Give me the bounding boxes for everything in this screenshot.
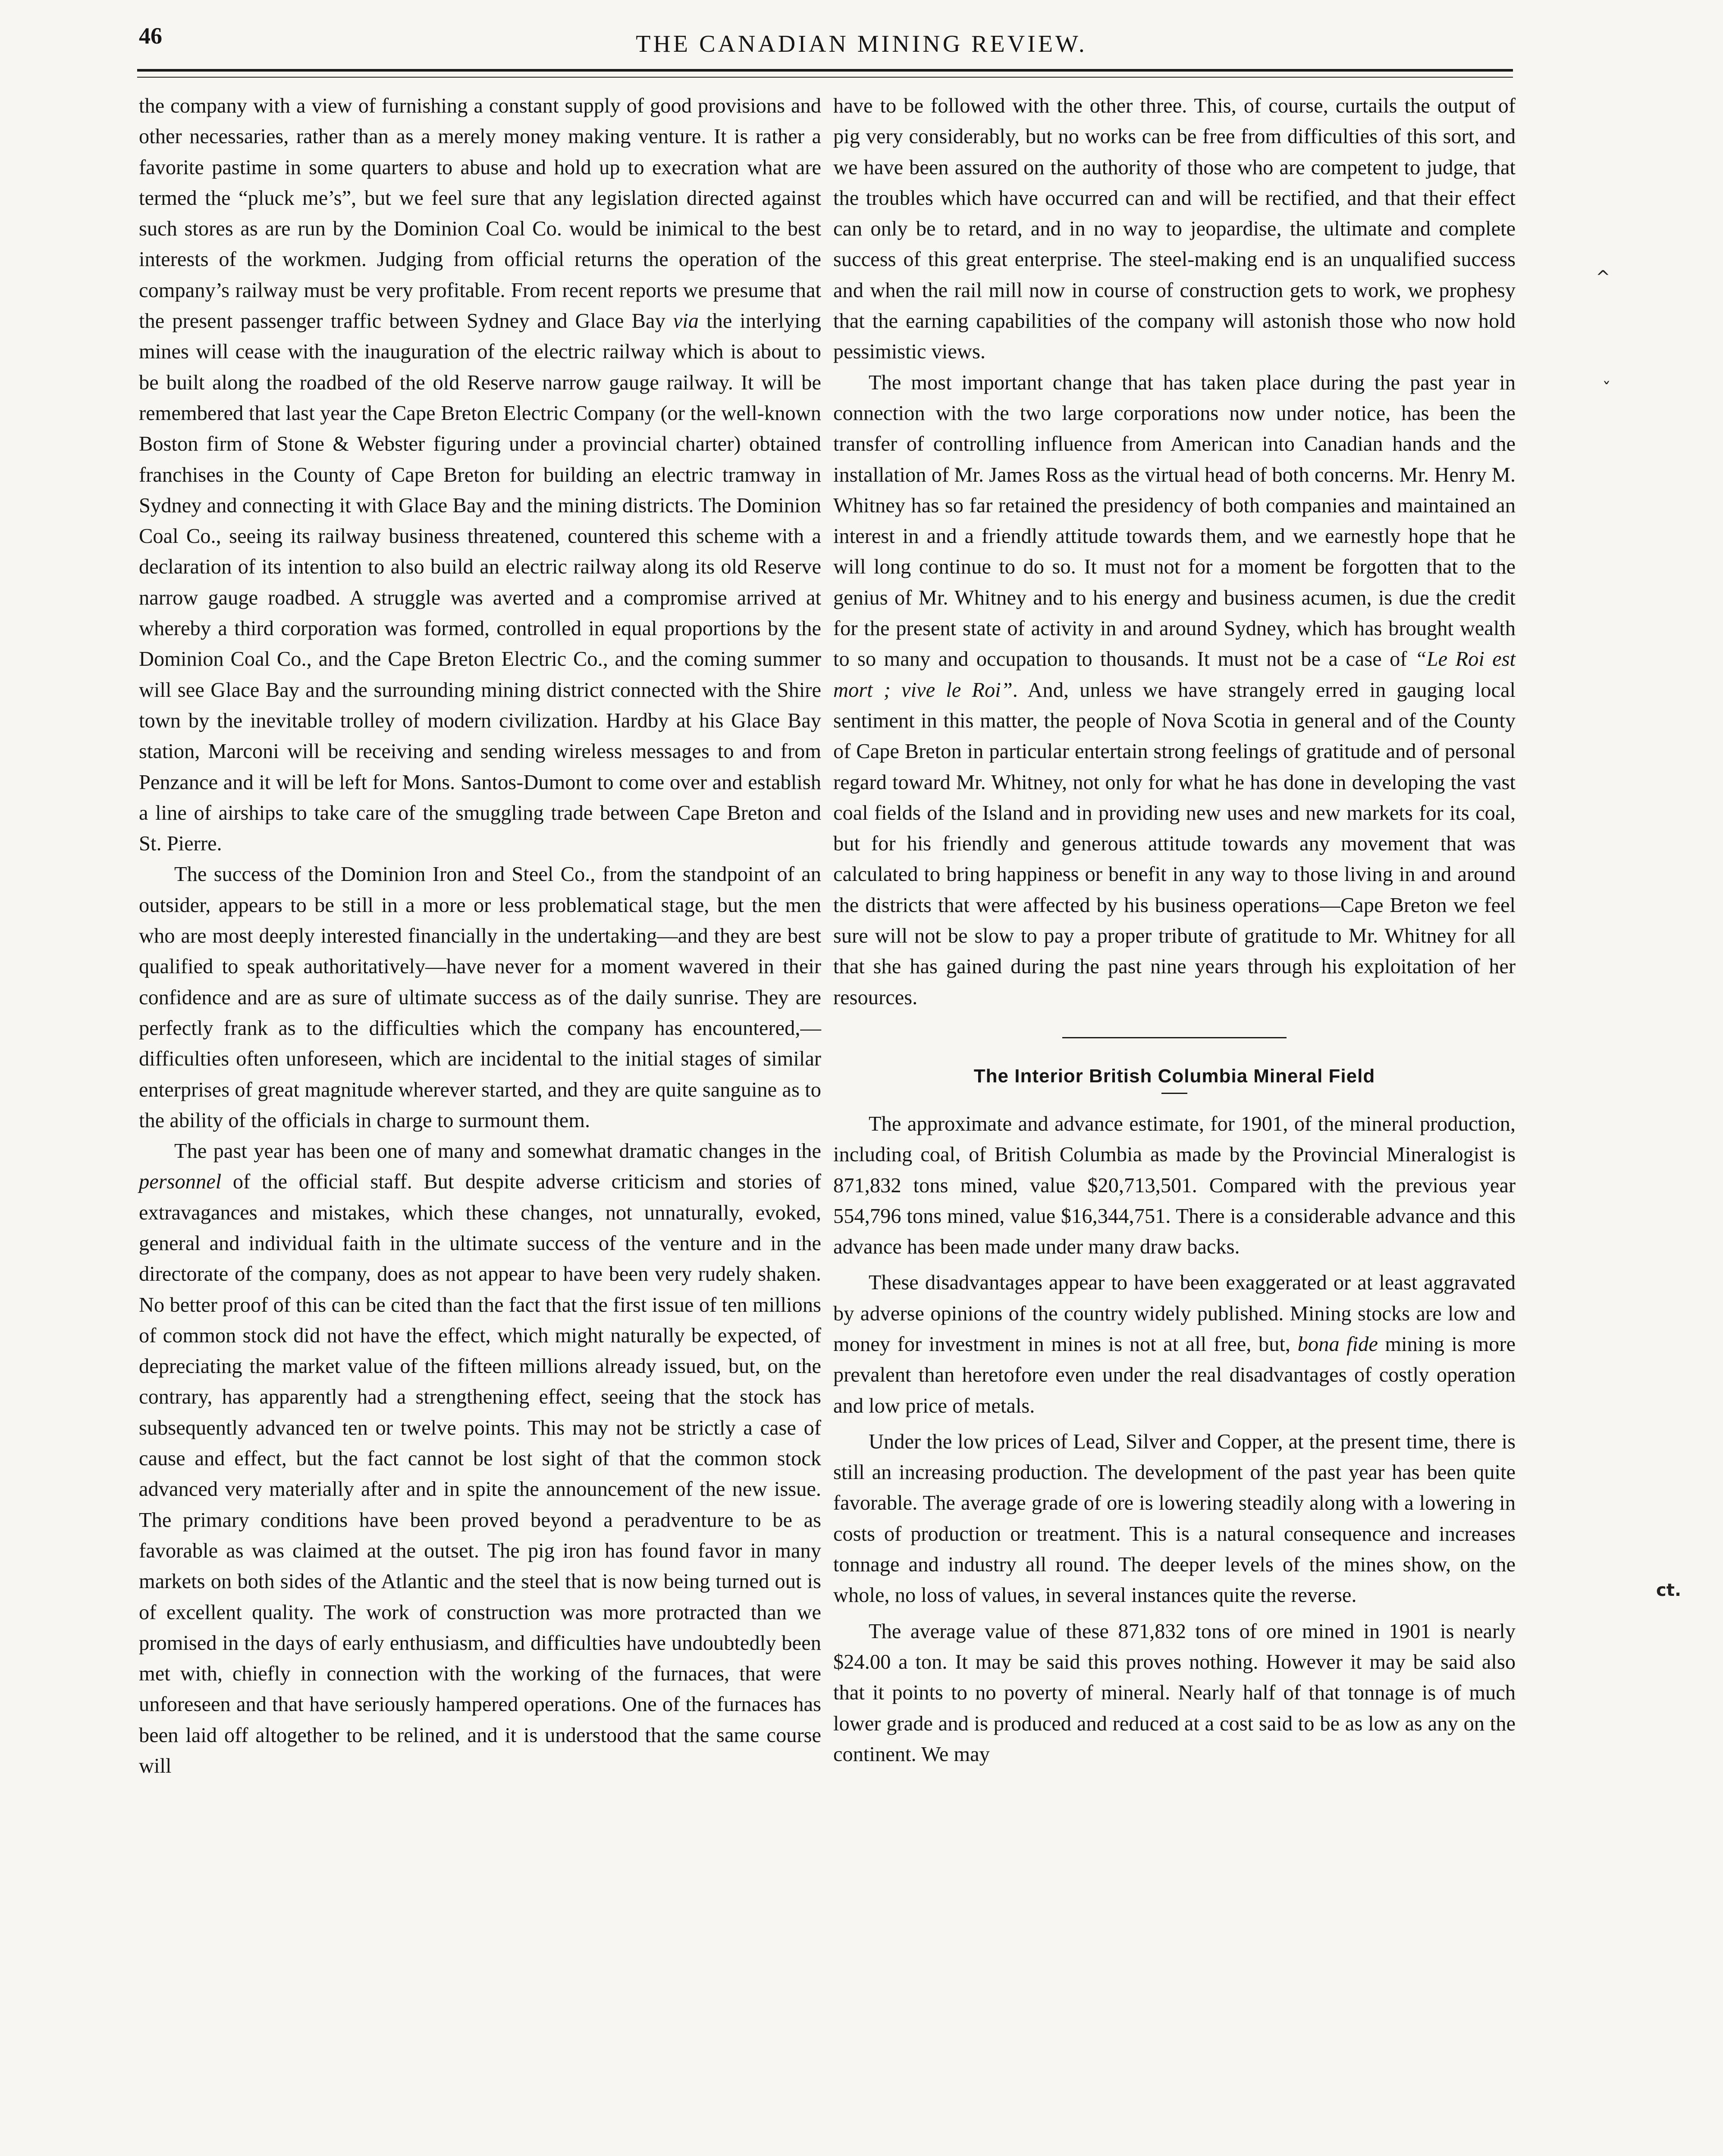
margin-caret-mark: ^ — [1596, 267, 1610, 287]
right-paragraph-4: These disadvantages appear to have been exaggerated or at least aggravated by adverse opinions of the country widely published. Mining stocks are low and money for investment in mines is not at all free, but, bona fide mining is more prevalent than heretofore even under the real disadvantages of costly operation and low price of metals. — [833, 1271, 1516, 1417]
page-number: 46 — [139, 23, 162, 49]
title-dash — [1161, 1093, 1187, 1094]
right-paragraph-1: have to be followed with the other three. This, of course, curtails the output of pig very considerably, but no works can be free from difficulties of this sort, and we have been assured on the authority of those who are competent to judge, that the troubles which have occurred can and will be rectified, and that their effect can only be to retard, and in no way to jeopardise, the ultimate and complete success of this great enterprise. The steel-making end is an unqualified success and when the rail mill now in course of construction gets to work, we prophesy that the earning capabilities of the company will astonish those who now hold pessimistic views. — [833, 94, 1516, 364]
left-column — [139, 91, 821, 1781]
section-title: The Interior British Columbia Mineral Field — [973, 1065, 1375, 1087]
right-paragraph-2: The most important change that has taken place during the past year in connection with the two large corporations now under notice, has been the transfer of controlling influence from American into Canadian hands and the installation of Mr. James Ross as the virtual head of both concerns. Mr. Henry M. Whitney has so far retained the presidency of both companies and maintained an interest in and a friendly attitude towards them, and we earnestly hope that he will long continue to do so. It must not for a moment be forgotten that to the genius of Mr. Whitney and to his energy and business acumen, is due the credit for the present state of activity in and around Sydney, which has brought wealth to so many and occupation to thousands. It must not be a case of “Le Roi est mort ; vive le Roi”. And, unless we have strangely erred in gauging local sentiment in this matter, the people of Nova Scotia in general and of the County of Cape Breton in particular entertain strong feelings of gratitude and of personal regard toward Mr. Whitney, not only for what he has done in developing the vast coal fields of the Island and in providing new uses and new markets for its coal, but for his friendly and generous attitude towards any movement that was calculated to bring happiness or benefit in any way to those living in and around the districts that were affected by his business operations—Cape Breton we feel sure will not be slow to pay a proper tribute of gratitude to Mr. Whitney for all that she has gained during the past nine years through his exploitation of her resources. — [833, 371, 1516, 1009]
right-paragraph-6: The average value of these 871,832 tons of ore mined in 1901 is nearly $24.00 a ton. It may be said this proves nothing. However it may be said also that it points to no poverty of mineral. Nearly half of that tonnage is of much lower grade and is produced and reduced at a cost said to be as low as any on the continent. We may — [833, 1620, 1516, 1766]
right-paragraph-5: Under the low prices of Lead, Silver and Copper, at the present time, there is still an increasing production. The development of the past year has been quite favorable. The average grade of ore is lowering steadily along with a lowering in costs of production or treatment. This is a natural consequence and increases tonnage and industry all round. The deeper levels of the mines show, on the whole, no loss of values, in several instances quite the reverse. — [833, 1430, 1516, 1607]
margin-blot-mark: ct. — [1656, 1580, 1682, 1600]
right-column — [833, 91, 1516, 1770]
right-paragraph-3: The approximate and advance estimate, for 1901, of the mineral production, including coal, of British Columbia as made by the Provincial Mineralogist is 871,832 tons mined, value $20,713,501. Compared with the previous year 554,796 tons mined, value $16,344,751. There is a considerable advance and this advance has been made under many draw backs. — [833, 1112, 1516, 1259]
left-paragraph-2: The success of the Dominion Iron and Steel Co., from the standpoint of an outsider, appears to be still in a more or less problematical stage, but the men who are most deeply interested financially in the undertaking—and they are best qualified to speak authoritatively—have never for a moment wavered in their confidence and are as sure of ultimate success as of the daily sunrise. They are perfectly frank as to the difficulties which the company has encountered,—difficulties often unforeseen, which are incidental to the initial stages of similar enterprises of great magnitude wherever started, and they are quite sanguine as to the ability of the officials in charge to surmount them. — [139, 863, 821, 1132]
running-title: THE CANADIAN MINING REVIEW. — [636, 31, 1087, 57]
margin-tick-mark: ˇ — [1602, 379, 1611, 399]
header-rule-thick — [137, 69, 1513, 72]
header-rule-thin — [137, 77, 1513, 78]
left-paragraph-3: The past year has been one of many and somewhat dramatic changes in the personnel of the official staff. But despite adverse criticism and stories of extravagances and mistakes, which these changes, not unnaturally, evoked, general and individual faith in the ultimate success of the venture and in the directorate of the company, does as not appear to have been very rudely shaken. No better proof of this can be cited than the fact that the first issue of ten millions of common stock did not have the effect, which might naturally be expected, of depreciating the market value of the fifteen millions already issued, but, on the contrary, has apparently had a strengthening effect, seeing that the stock has subsequently advanced ten or twelve points. This may not be strictly a case of cause and effect, but the fact cannot be lost sight of that the common stock advanced very materially after and in spite the announcement of the new issue. The primary conditions have been proved beyond a peradventure to be as favorable as was claimed at the outset. The pig iron has found favor in many markets on both sides of the Atlantic and the steel that is now being turned out is of excellent quality. The work of construction was more protracted than we promised in the days of early enthusiasm, and difficulties have undoubtedly been met with, chiefly in connection with the working of the furnaces, that were unforeseen and that have seriously hampered operations. One of the furnaces has been laid off altogether to be relined, and it is understood that the same course will — [139, 1140, 821, 1778]
section-divider — [1062, 1037, 1287, 1038]
left-paragraph-1: the company with a view of furnishing a constant supply of good provisions and other necessaries, rather than as a merely money making venture. It is rather a favorite pastime in some quarters to abuse and hold up to execration what are termed the “pluck me’s”, but we feel sure that any legislation directed against such stores as are run by the Dominion Coal Co. would be inimical to the best interests of the workmen. Judging from official returns the operation of the company’s railway must be very profitable. From recent reports we presume that the present passenger traffic between Sydney and Glace Bay via the interlying mines will cease with the inauguration of the electric railway which is about to be built along the roadbed of the old Reserve narrow gauge railway. It will be remembered that last year the Cape Breton Electric Company (or the well-known Boston firm of Stone & Webster figuring under a provincial charter) obtained franchises in the County of Cape Breton for building an electric tramway in Sydney and connecting it with Glace Bay and the mining districts. The Dominion Coal Co., seeing its railway business threatened, countered this scheme with a declaration of its intention to also build an electric railway along its old Reserve narrow gauge roadbed. A struggle was averted and a compromise arrived at whereby a third corporation was formed, controlled in equal proportions by the Dominion Coal Co., and the Cape Breton Electric Co., and the coming summer will see Glace Bay and the surrounding mining district connected with the Shire town by the inevitable trolley of modern civilization. Hardby at his Glace Bay station, Marconi will be receiving and sending wireless messages to and from Penzance and it will be left for Mons. Santos-Dumont to come over and establish a line of airships to take care of the smuggling trade between Cape Breton and St. Pierre. — [139, 94, 821, 856]
